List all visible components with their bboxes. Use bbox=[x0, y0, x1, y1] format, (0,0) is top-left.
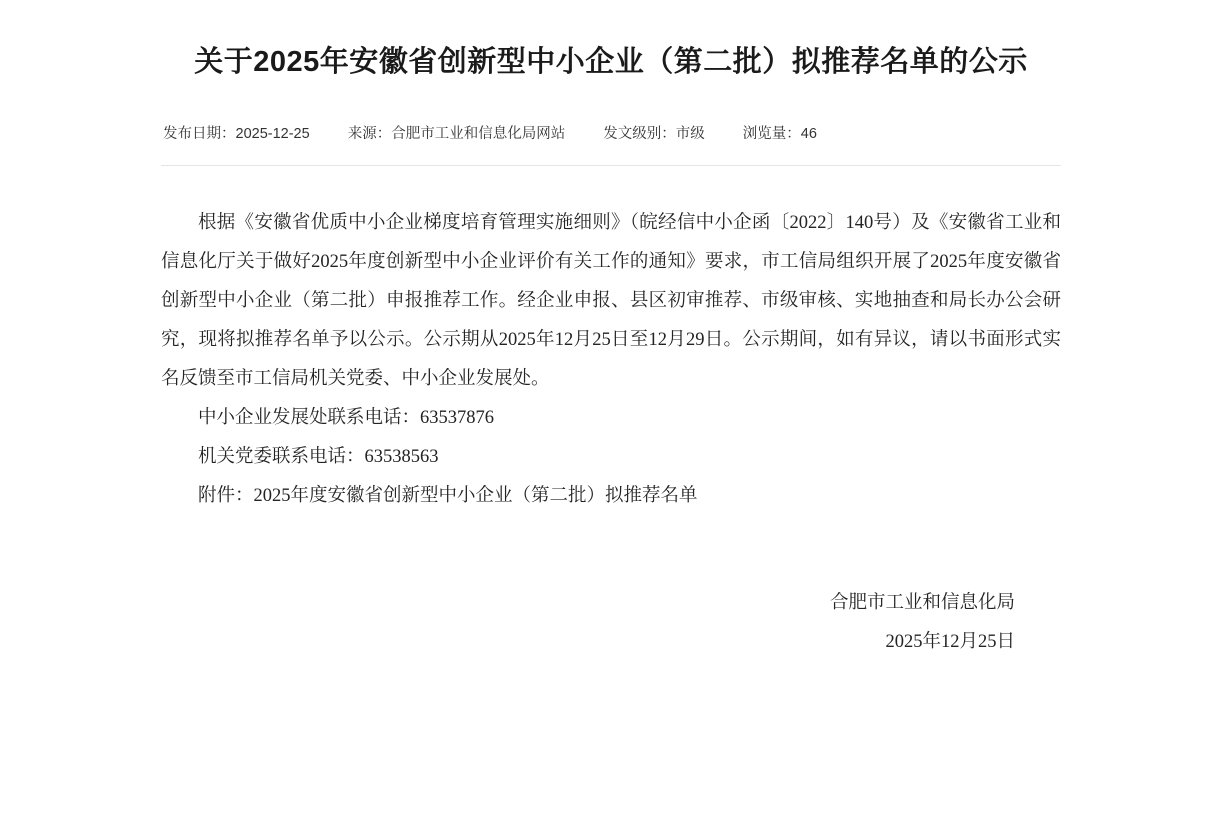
meta-level-value: 市级 bbox=[675, 126, 705, 142]
meta-views bbox=[743, 122, 817, 143]
document-body bbox=[161, 204, 1061, 516]
meta-source-value: 合肥市工业和信息化局网站 bbox=[391, 126, 566, 142]
meta-views-label: 浏览量： bbox=[742, 126, 801, 142]
header-divider bbox=[161, 165, 1061, 166]
meta-source bbox=[348, 122, 566, 143]
meta-publish-date-label: 发布日期： bbox=[163, 126, 236, 142]
signature-block bbox=[161, 584, 1061, 662]
body-paragraph-1: 根据《安徽省优质中小企业梯度培育管理实施细则》（皖经信中小企函〔2022〕140号）及《安徽省工业和信息化厅关于做好2025年度创新型中小企业评价有关工作的通知》要求，市工信局组织开展了2025年度安徽省创新型中小企业（第二批）申报推荐工作。经企业申报、县区初审推荐、市级审核、实地抽查和局长办公会研究，现将拟推荐名单予以公示。公示期从2025年12月25日至12月29日。公示期间，如有异议，请以书面形式实名反馈至市工信局机关党委、中小企业发展处。 bbox=[161, 213, 1061, 389]
meta-source-label: 来源： bbox=[347, 126, 392, 142]
signature-date: 2025年12月25日 bbox=[885, 632, 1015, 652]
body-paragraph-3: 机关党委联系电话：63538563 bbox=[198, 447, 439, 467]
body-paragraph-2: 中小企业发展处联系电话：63537876 bbox=[198, 408, 495, 428]
meta-level bbox=[603, 122, 705, 143]
meta-publish-date-value: 2025-12-25 bbox=[235, 126, 310, 142]
attachment-line: 附件：2025年度安徽省创新型中小企业（第二批）拟推荐名单 bbox=[198, 486, 698, 506]
document-meta-bar bbox=[161, 122, 1061, 143]
meta-views-value: 46 bbox=[800, 126, 817, 142]
meta-publish-date bbox=[163, 122, 310, 143]
page-title: 关于2025年安徽省创新型中小企业（第二批）拟推荐名单的公示 bbox=[194, 46, 1028, 78]
signature-organization: 合肥市工业和信息化局 bbox=[829, 593, 1015, 613]
article-container bbox=[161, 0, 1061, 662]
meta-level-label: 发文级别： bbox=[603, 126, 676, 142]
